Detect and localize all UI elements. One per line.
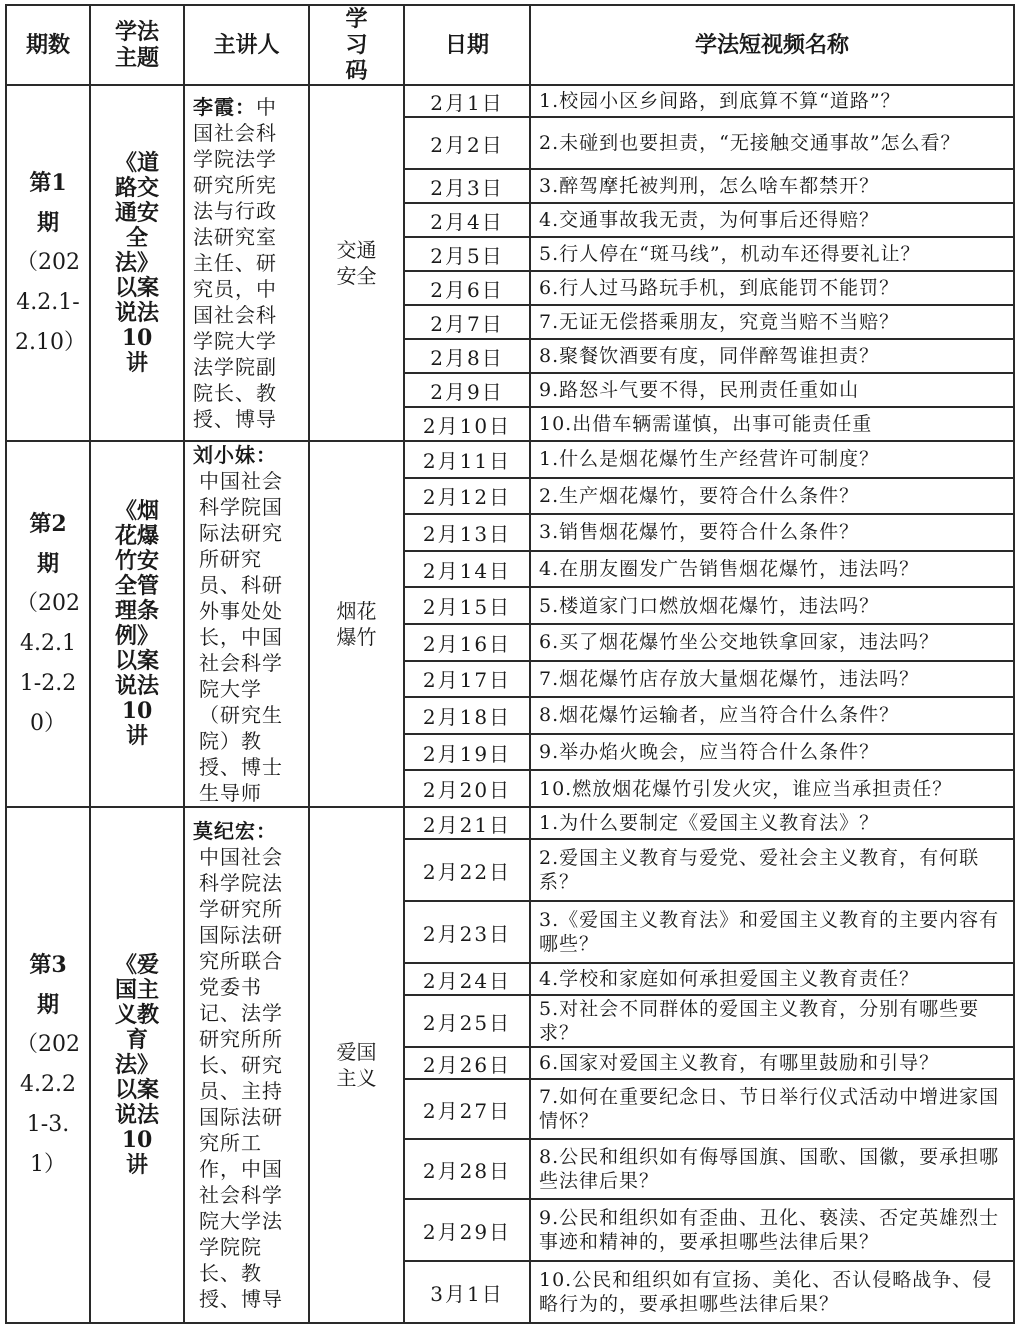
date-cell: 2月4日: [404, 203, 530, 237]
speaker-name: 李霞：: [193, 95, 256, 119]
header-video-title: 学法短视频名称: [530, 5, 1014, 85]
video-title-cell: 10.公民和组织如有宣扬、美化、否认侵略战争、侵略行为的，要承担哪些法律后果？: [530, 1261, 1014, 1323]
header-date: 日期: [404, 5, 530, 85]
date-cell: 2月23日: [404, 901, 530, 963]
speaker-title: 中国社会科学院法学研究所宪法与行政法研究室主任、研究员，中国社会科学院大学法学院副院长、教授、博导: [193, 95, 277, 431]
date-cell: 2月5日: [404, 237, 530, 271]
date-cell: 2月15日: [404, 587, 530, 624]
video-title-cell: 8.聚餐饮酒要有度，同伴醉驾谁担责？: [530, 339, 1014, 373]
table-row: [6, 85, 1014, 117]
speaker-name: 刘小妹：: [193, 443, 277, 467]
header-speaker: 主讲人: [184, 5, 309, 85]
video-title-cell: 5.行人停在“斑马线”，机动车还得要礼让？: [530, 237, 1014, 271]
video-title-cell: 3.醉驾摩托被判刑，怎么啥车都禁开？: [530, 169, 1014, 203]
video-title-cell: 6.行人过马路玩手机，到底能罚不能罚？: [530, 271, 1014, 305]
period-cell: [6, 85, 90, 441]
video-title-cell: 1.什么是烟花爆竹生产经营许可制度？: [530, 441, 1014, 478]
period-cell: [6, 441, 90, 807]
date-cell: 2月16日: [404, 624, 530, 661]
date-cell: 2月7日: [404, 305, 530, 339]
video-title-cell: 10.燃放烟花爆竹引发火灾，谁应当承担责任？: [530, 770, 1014, 807]
header-code: 学习码: [309, 5, 404, 85]
video-title-cell: 3.《爱国主义教育法》和爱国主义教育的主要内容有哪些？: [530, 901, 1014, 963]
video-title-cell: 6.国家对爱国主义教育，有哪里鼓励和引导？: [530, 1047, 1014, 1079]
topic-title: 《道路交通安全法》以案说法10讲: [114, 149, 159, 376]
schedule-table: [5, 4, 1015, 1324]
video-title-cell: 9.公民和组织如有歪曲、丑化、亵渎、否定英雄烈士事迹和精神的，要承担哪些法律后果？: [530, 1199, 1014, 1261]
video-title-cell: 1.为什么要制定《爱国主义教育法》？: [530, 807, 1014, 839]
date-cell: 2月18日: [404, 697, 530, 734]
period-name: 第3期: [29, 952, 67, 1018]
video-title-cell: 10.出借车辆需谨慎，出事可能责任重: [530, 407, 1014, 441]
study-code: 烟花爆竹: [336, 599, 377, 649]
topic-cell: [90, 85, 184, 441]
header-topic: 学法主题: [90, 5, 184, 85]
date-cell: 2月19日: [404, 734, 530, 771]
video-title-cell: 2.未碰到也要担责，“无接触交通事故”怎么看？: [530, 117, 1014, 169]
video-title-cell: 1.校园小区乡间路，到底算不算“道路”？: [530, 85, 1014, 117]
speaker-cell: [184, 85, 309, 441]
schedule-body: [6, 85, 1014, 1323]
date-cell: 2月28日: [404, 1139, 530, 1199]
header-row: [6, 5, 1014, 85]
video-title-cell: 2.爱国主义教育与爱党、爱社会主义教育，有何联系？: [530, 839, 1014, 901]
topic-cell: [90, 807, 184, 1323]
date-cell: 2月9日: [404, 373, 530, 407]
header-period: 期数: [6, 5, 90, 85]
date-cell: 2月14日: [404, 551, 530, 588]
period-cell: [6, 807, 90, 1323]
video-title-cell: 4.在朋友圈发广告销售烟花爆竹，违法吗？: [530, 551, 1014, 588]
date-cell: 2月13日: [404, 514, 530, 551]
speaker-cell: [184, 441, 309, 807]
date-cell: 2月6日: [404, 271, 530, 305]
video-title-cell: 7.无证无偿搭乘朋友，究竟当赔不当赔？: [530, 305, 1014, 339]
video-title-cell: 5.楼道家门口燃放烟花爆竹，违法吗？: [530, 587, 1014, 624]
speaker-title: 中国社会科学院法学研究所国际法研究所联合党委书记、法学研究所所长、研究员、主持国际法研究所工作，中国社会科学院大学法学院院长、教授、博导: [199, 845, 283, 1311]
video-title-cell: 8.公民和组织如有侮辱国旗、国歌、国徽，要承担哪些法律后果？: [530, 1139, 1014, 1199]
date-cell: 2月10日: [404, 407, 530, 441]
date-cell: 3月1日: [404, 1261, 530, 1323]
table-row: [6, 441, 1014, 478]
study-code-cell: [309, 441, 404, 807]
video-title-cell: 4.学校和家庭如何承担爱国主义教育责任？: [530, 963, 1014, 995]
video-title-cell: 7.烟花爆竹店存放大量烟花爆竹，违法吗？: [530, 661, 1014, 698]
video-title-cell: 2.生产烟花爆竹，要符合什么条件？: [530, 478, 1014, 515]
table-row: [6, 807, 1014, 839]
date-cell: 2月17日: [404, 661, 530, 698]
video-title-cell: 9.举办焰火晚会，应当符合什么条件？: [530, 734, 1014, 771]
date-cell: 2月11日: [404, 441, 530, 478]
date-cell: 2月24日: [404, 963, 530, 995]
date-cell: 2月27日: [404, 1079, 530, 1139]
date-cell: 2月25日: [404, 995, 530, 1047]
video-title-cell: 8.烟花爆竹运输者，应当符合什么条件？: [530, 697, 1014, 734]
date-cell: 2月20日: [404, 770, 530, 807]
study-code: 交通安全: [336, 238, 377, 288]
study-code: 爱国主义: [336, 1040, 377, 1090]
date-cell: 2月22日: [404, 839, 530, 901]
study-code-cell: [309, 85, 404, 441]
video-title-cell: 7.如何在重要纪念日、节日举行仪式活动中增进家国情怀？: [530, 1079, 1014, 1139]
period-range: （2024.2.21-3.1）: [16, 1032, 80, 1177]
period-name: 第1期: [29, 170, 67, 236]
speaker-cell: [184, 807, 309, 1323]
topic-cell: [90, 441, 184, 807]
video-title-cell: 3.销售烟花爆竹，要符合什么条件？: [530, 514, 1014, 551]
speaker-title: 中国社会科学院国际法研究所研究员、科研外事处处长，中国社会科学院大学（研究生院）教授、博士生导师: [199, 469, 283, 805]
video-title-cell: 9.路怒斗气要不得，民刑责任重如山: [530, 373, 1014, 407]
video-title-cell: 6.买了烟花爆竹坐公交地铁拿回家，违法吗？: [530, 624, 1014, 661]
video-title-cell: 4.交通事故我无责，为何事后还得赔？: [530, 203, 1014, 237]
date-cell: 2月8日: [404, 339, 530, 373]
video-title-cell: 5.对社会不同群体的爱国主义教育，分别有哪些要求？: [530, 995, 1014, 1047]
date-cell: 2月26日: [404, 1047, 530, 1079]
date-cell: 2月12日: [404, 478, 530, 515]
date-cell: 2月1日: [404, 85, 530, 117]
topic-title: 《爱国主义教育法》以案说法10讲: [114, 951, 159, 1178]
topic-title: 《烟花爆竹安全管理条例》以案说法10讲: [114, 498, 159, 749]
period-range: （2024.2.11-2.20）: [16, 591, 80, 736]
date-cell: 2月29日: [404, 1199, 530, 1261]
date-cell: 2月2日: [404, 117, 530, 169]
study-code-cell: [309, 807, 404, 1323]
date-cell: 2月21日: [404, 807, 530, 839]
speaker-name: 莫纪宏：: [193, 819, 277, 843]
period-name: 第2期: [29, 511, 67, 577]
period-range: （2024.2.1-2.10）: [15, 250, 86, 355]
date-cell: 2月3日: [404, 169, 530, 203]
